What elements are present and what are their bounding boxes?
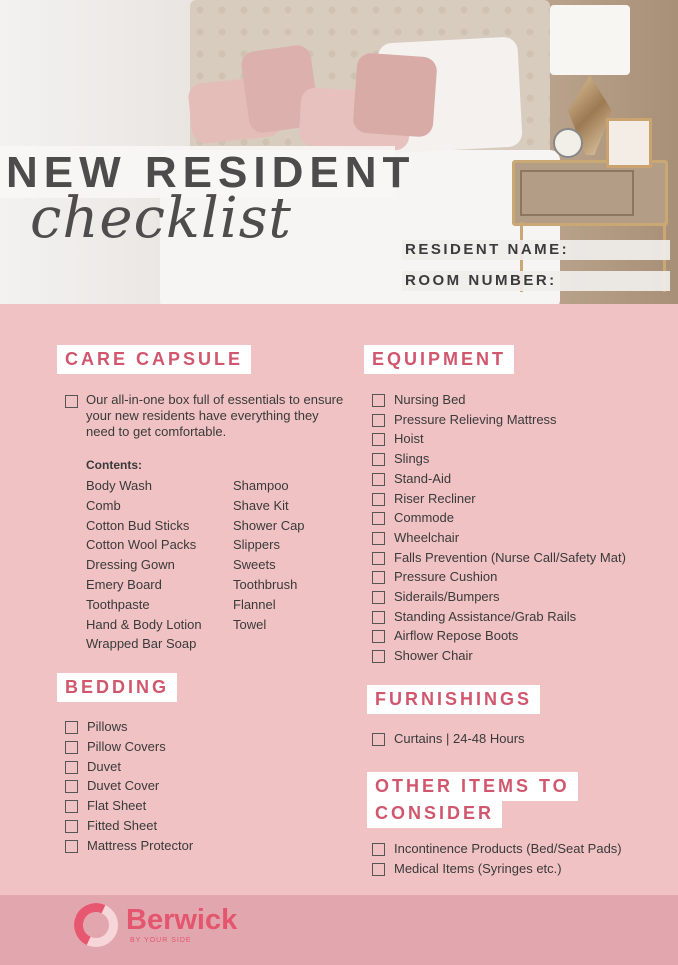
equipment-item-label: Pressure Cushion [394, 569, 498, 585]
bedding-item-label: Duvet Cover [87, 778, 160, 794]
bedding-item-checkbox[interactable] [65, 741, 78, 754]
page-subtitle: checklist [30, 186, 292, 251]
contents-item: Emery Board [86, 577, 162, 592]
care-capsule-heading: CARE CAPSULE [57, 345, 251, 374]
contents-item: Wrapped Bar Soap [86, 636, 197, 652]
equipment-item-label: Shower Chair [394, 648, 473, 664]
other-item-label: Incontinence Products (Bed/Seat Pads) [394, 841, 622, 856]
lamp-shade [550, 5, 630, 75]
logo-name: Berwick [126, 904, 238, 936]
other-items-heading-line2: CONSIDER [367, 799, 502, 828]
other-item-checkbox[interactable] [372, 863, 385, 876]
bedding-item-checkbox[interactable] [65, 820, 78, 833]
bedding-item-label: Mattress Protector [87, 837, 194, 853]
contents-label: Contents: [86, 458, 142, 472]
alarm-clock [553, 128, 583, 158]
resident-name-field[interactable]: RESIDENT NAME: [402, 240, 670, 260]
equipment-item-checkbox[interactable] [372, 611, 385, 624]
equipment-item-label: Airflow Repose Boots [394, 628, 519, 644]
equipment-item-checkbox[interactable] [372, 591, 385, 604]
logo-tagline: BY YOUR SIDE [130, 937, 192, 944]
care-capsule-checkbox[interactable] [65, 395, 78, 408]
equipment-item-label: Riser Recliner [394, 490, 476, 506]
room-number-field[interactable]: ROOM NUMBER: [402, 271, 670, 291]
bedding-item-label: Pillows [87, 719, 128, 734]
other-item-label: Medical Items (Syringes etc.) [394, 860, 562, 876]
contents-item: Cotton Wool Packs [86, 537, 197, 553]
equipment-item-label: Falls Prevention (Nurse Call/Safety Mat) [394, 549, 626, 565]
equipment-item-checkbox[interactable] [372, 433, 385, 446]
contents-item: Toothbrush [233, 577, 298, 592]
bedding-heading: BEDDING [57, 673, 177, 702]
equipment-item-label: Siderails/Bumpers [394, 589, 500, 604]
equipment-item-checkbox[interactable] [372, 532, 385, 545]
bedding-item-checkbox[interactable] [65, 761, 78, 774]
bedding-item-label: Fitted Sheet [87, 818, 158, 833]
equipment-item-checkbox[interactable] [372, 571, 385, 584]
furnishings-heading: FURNISHINGS [367, 685, 540, 714]
bedding-item-checkbox[interactable] [65, 840, 78, 853]
equipment-item-label: Wheelchair [394, 529, 460, 545]
page-title: NEW RESIDENT [6, 148, 416, 197]
contents-item: Hand & Body Lotion [86, 616, 202, 632]
equipment-item-checkbox[interactable] [372, 453, 385, 466]
other-item-checkbox[interactable] [372, 843, 385, 856]
photo-frame [606, 118, 652, 168]
equipment-item-checkbox[interactable] [372, 414, 385, 427]
equipment-item-checkbox[interactable] [372, 473, 385, 486]
nightstand-drawer [520, 170, 634, 216]
bedding-item-label: Pillow Covers [87, 738, 166, 754]
equipment-item-checkbox[interactable] [372, 493, 385, 506]
furnishings-item-label: Curtains | 24-48 Hours [394, 731, 525, 746]
bedding-item-label: Duvet [87, 758, 121, 774]
equipment-item-label: Hoist [394, 431, 424, 447]
equipment-item-label: Standing Assistance/Grab Rails [394, 608, 577, 624]
equipment-item-label: Nursing Bed [394, 392, 466, 407]
equipment-heading: EQUIPMENT [364, 345, 514, 374]
contents-item: Comb [86, 497, 121, 513]
bedding-item-checkbox[interactable] [65, 780, 78, 793]
equipment-item-label: Commode [394, 510, 454, 526]
other-items-heading-line1: OTHER ITEMS TO [367, 772, 578, 801]
equipment-item-label: Slings [394, 451, 430, 467]
contents-item: Body Wash [86, 478, 152, 493]
contents-item: Flannel [233, 596, 276, 612]
equipment-item-label: Stand-Aid [394, 470, 452, 486]
furnishings-item-checkbox[interactable] [372, 733, 385, 746]
contents-item: Cotton Bud Sticks [86, 517, 190, 533]
bedding-item-checkbox[interactable] [65, 721, 78, 734]
equipment-item-checkbox[interactable] [372, 394, 385, 407]
equipment-item-checkbox[interactable] [372, 630, 385, 643]
contents-item: Dressing Gown [86, 557, 175, 573]
contents-item: Shower Cap [233, 517, 305, 533]
bedding-item-label: Flat Sheet [87, 798, 147, 814]
contents-item: Toothpaste [86, 596, 150, 612]
contents-item: Slippers [233, 537, 280, 553]
equipment-item-checkbox[interactable] [372, 512, 385, 525]
contents-item: Sweets [233, 557, 276, 573]
equipment-item-checkbox[interactable] [372, 552, 385, 565]
equipment-item-checkbox[interactable] [372, 650, 385, 663]
contents-item: Shave Kit [233, 497, 289, 513]
bedding-item-checkbox[interactable] [65, 800, 78, 813]
contents-item: Towel [233, 616, 267, 632]
care-capsule-description: Our all-in-one box full of essentials to ensure your new residents have everything they need to get comfortable. [86, 392, 344, 439]
equipment-item-label: Pressure Relieving Mattress [394, 411, 557, 427]
pillow-pink [352, 52, 437, 137]
contents-item: Shampoo [233, 478, 289, 493]
